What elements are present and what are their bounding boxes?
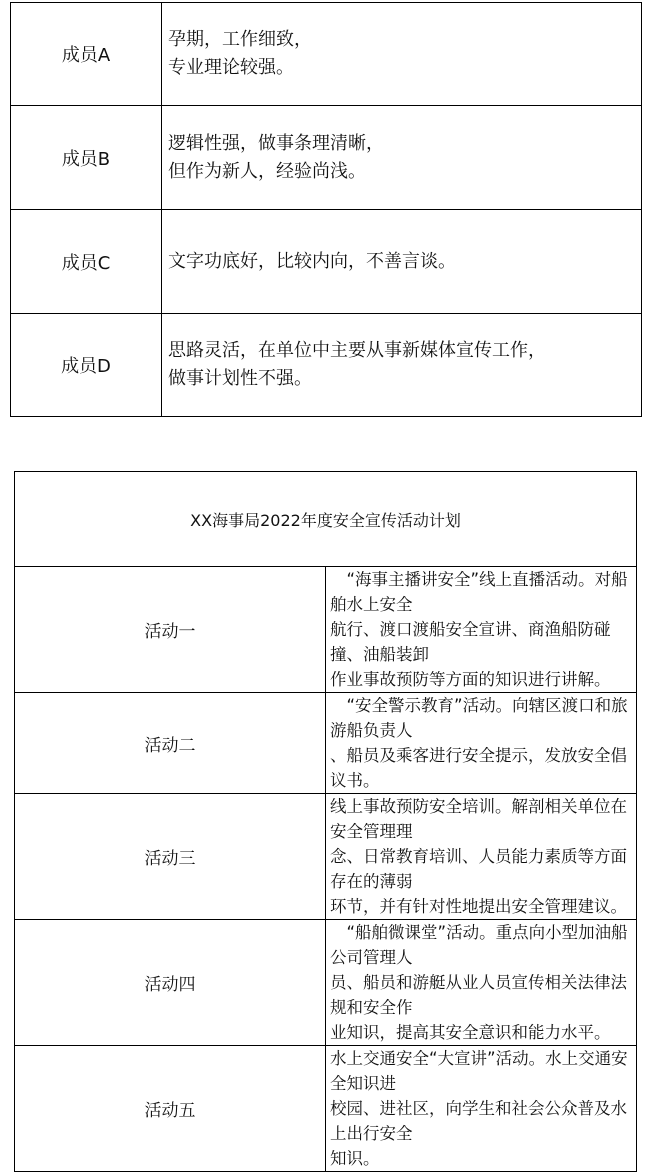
- activity-description-text: 线上事故预防安全培训。解剖相关单位在安全管理理 念、日常教育培训、人员能力素质等方面存在的薄弱 环节，并有针对性地提出安全管理建议。: [330, 797, 627, 916]
- activity-description: [326, 1046, 637, 1172]
- activity-plan-table: [14, 471, 637, 1172]
- member-description: [162, 314, 642, 417]
- member-description-text: 孕期，工作细致， 专业理论较强。: [168, 29, 312, 78]
- activity-description-text: 水上交通安全“大宣讲”活动。水上交通安全知识进 校园、进社区，向学生和社会公众普及水上出行安全 知识。: [330, 1049, 628, 1168]
- member-description: [162, 210, 642, 314]
- activity-description: [326, 567, 637, 693]
- table-row: [15, 567, 637, 693]
- activity-description: [326, 920, 637, 1046]
- activity-description: [326, 693, 637, 794]
- member-description: [162, 3, 642, 106]
- table-row: [15, 693, 637, 794]
- member-name: 成员B: [11, 106, 162, 210]
- activity-description-text: “船舶微课堂”活动。重点向小型加油船公司管理人 员、船员和游艇从业人员宣传相关法律法规和安全作 业知识，提高其安全意识和能力水平。: [330, 923, 628, 1042]
- member-name: 成员D: [11, 314, 162, 417]
- members-table: [10, 2, 642, 417]
- table-row: [15, 1046, 637, 1172]
- activity-name: 活动五: [15, 1046, 326, 1172]
- table-row: [11, 314, 642, 417]
- table-row: [11, 210, 642, 314]
- activity-description-text: “海事主播讲安全”线上直播活动。对船舶水上安全 航行、渡口渡船安全宣讲、商渔船防碰撞、油船装卸 作业事故预防等方面的知识进行讲解。: [330, 570, 628, 689]
- member-description: [162, 106, 642, 210]
- activity-description-text: “安全警示教育”活动。向辖区渡口和旅游船负责人 、船员及乘客进行安全提示，发放安全倡议书。: [330, 696, 628, 790]
- table-row: [11, 3, 642, 106]
- table-row: [15, 794, 637, 920]
- member-description-text: 逻辑性强，做事条理清晰， 但作为新人，经验尚浅。: [168, 132, 384, 182]
- activity-description: [326, 794, 637, 920]
- activity-name: 活动一: [15, 567, 326, 693]
- member-description-text: 文字功底好，比较内向，不善言谈。: [168, 250, 456, 272]
- table-title-row: [15, 472, 637, 567]
- activity-name: 活动三: [15, 794, 326, 920]
- table-row: [15, 920, 637, 1046]
- activity-name: 活动二: [15, 693, 326, 794]
- member-name: 成员C: [11, 210, 162, 314]
- table-row: [11, 106, 642, 210]
- member-description-text: 思路灵活，在单位中主要从事新媒体宣传工作， 做事计划性不强。: [168, 340, 546, 389]
- member-name: 成员A: [11, 3, 162, 106]
- plan-title: XX海事局2022年度安全宣传活动计划: [15, 472, 637, 567]
- activity-name: 活动四: [15, 920, 326, 1046]
